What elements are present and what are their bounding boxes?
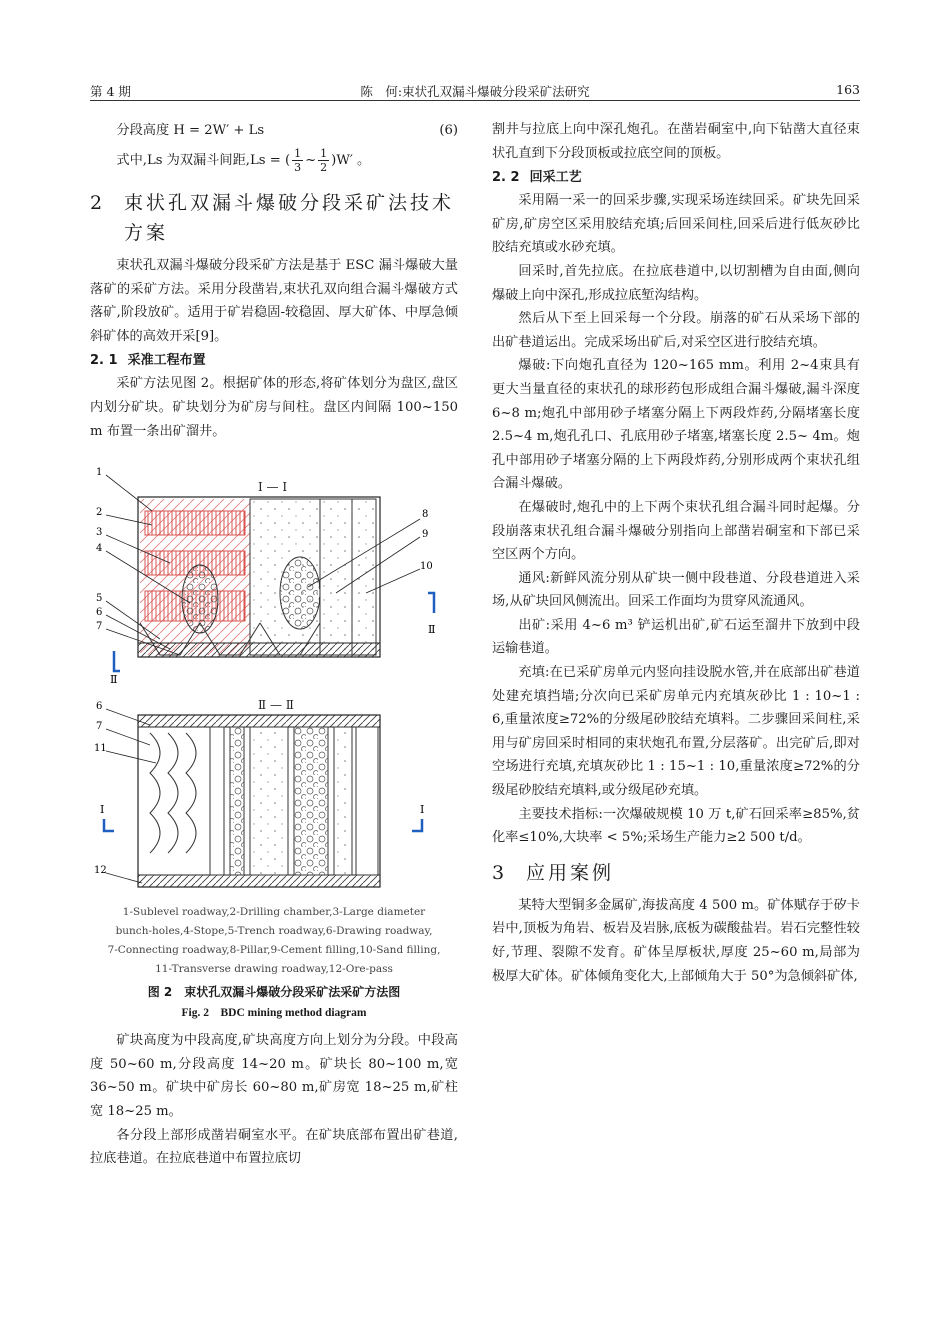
label-2: 2 [96, 507, 103, 519]
issue-number: 第 4 期 [90, 84, 131, 99]
ore-strip-bottom [294, 727, 328, 875]
legend-line-2: bunch-holes,4-Stope,5-Trench roadway,6-Drawing roadway, [115, 925, 433, 938]
equation-where [90, 144, 458, 178]
where-suffix: )W′ 。 [331, 153, 371, 168]
figure-caption-cn: 图 2 束状孔双漏斗爆破分段采矿法采矿方法图 [147, 985, 401, 1000]
drawing-roadway-top [138, 643, 380, 657]
right-paragraph-1: 采用隔一采一的回采步骤,实现采场连续回采。矿块先回采矿房,矿房空区采用胶结充填;后回采间柱,回采后进行低灰砂比胶结充填或水砂充填。 [492, 193, 860, 256]
page-header [90, 82, 860, 101]
right-paragraph-3: 然后从下至上回采每一个分段。崩落的矿石从采场下部的出矿巷道运出。完成采场出矿后,对采空区进行胶结充填。 [492, 311, 860, 350]
section-2-1-number: 2. 1 [90, 353, 118, 369]
legend-line-3: 7-Connecting roadway,8-Pillar,9-Cement filling,10-Sand filling, [107, 944, 441, 957]
ore-funnel-right [280, 557, 320, 629]
right-paragraph-10: 某特大型铜多金属矿,海拔高度 4 500 m。矿体赋存于矽卡岩中,顶板为角岩、板岩及岩脉,底板为碳酸盐岩。岩石完整性较好,节理、裂隙不发育。矿体呈厚板状,厚度 25~60 m,局部为极厚大矿体。矿体倾角变化大,上部倾角大于 50°为急倾斜矿体, [492, 897, 860, 984]
section-3-title: 应用案例 [526, 861, 615, 884]
label-7: 7 [96, 621, 103, 633]
leader-1 [106, 475, 152, 511]
section-2-2-title: 回采工艺 [529, 170, 582, 186]
drilling-chamber-upper [145, 511, 245, 535]
right-column [492, 118, 860, 988]
section-marker-I-left [104, 819, 114, 831]
section-2-paragraph: 束状孔双漏斗爆破分段采矿方法是基于 ESC 漏斗爆破大量落矿的采矿方法。采用分段凿岩,束状孔双向组合漏斗爆破方式落矿,阶段放矿。适用于矿岩稳固-较稳固、厚大矿体、中厚急倾斜矿体的高效开采[9]。 [90, 258, 458, 344]
label-7b: 7 [96, 721, 103, 733]
right-paragraph-8: 充填:在已采矿房单元内竖向挂设脱水管,并在底部出矿巷道处建充填挡墙;分次向已采矿房单元内充填灰砂比 1 : 10~1 : 6,重量浓度≥72%的分级尾砂胶结充填料。二步骤回采间柱,采用与矿房回采时相同的束状炮孔布置,分层落矿。出完矿后,即对空场进行充填,充填灰砂比 1 : 15~1 : 10,重量浓度≥72%的分级尾砂胶结充填料,或分级尾砂充填。 [492, 665, 860, 799]
ore-pass-roadway [138, 875, 380, 887]
leader-12 [106, 873, 142, 883]
page-number: 163 [836, 82, 860, 97]
figure-legend [90, 903, 458, 979]
right-paragraph-7: 出矿:采用 4~6 m³ 铲运机出矿,矿石运至溜井下放到中段运输巷道。 [492, 617, 860, 657]
right-paragraph-4: 爆破:下向炮孔直径为 120~165 mm。利用 2~4束具有更大当量直径的束状孔的球形药包形成组合漏斗爆破,漏斗深度 6~8 m;炮孔中部用砂子堵塞分隔上下两段炸药,分隔堵塞长度 2.5~4 m,炮孔孔口、孔底用砂子堵塞,堵塞长度 2.5~ 4m。炮孔中部用砂子堵塞分隔的上下两段炸药,分别形成两个束状孔组合漏斗爆破。 [492, 358, 860, 492]
label-6b: 6 [96, 701, 103, 713]
mining-method-diagram [90, 463, 458, 903]
section-2-2-heading [492, 167, 860, 189]
label-3: 3 [96, 527, 103, 539]
fraction-one-half: $\frac{1}{2}$ [320, 147, 328, 174]
section-marker-I-right [412, 819, 422, 831]
section-label-bottom: Ⅱ — Ⅱ [258, 698, 294, 713]
left-column [90, 118, 458, 1171]
section-2-2-number: 2. 2 [492, 170, 520, 186]
mark-I-left: Ⅰ [100, 803, 105, 817]
running-title: 陈 何:束状孔双漏斗爆破分段采矿法研究 [360, 84, 590, 99]
label-8: 8 [422, 509, 429, 521]
right-paragraph-5: 在爆破时,炮孔中的上下两个束状孔组合漏斗同时起爆。分段崩落束状孔组合漏斗爆破分别指向上部凿岩硐室和下部已采空区两个方向。 [492, 499, 860, 563]
section-label-top: Ⅰ — Ⅰ [258, 480, 288, 495]
cement-filling-bottom [250, 727, 288, 875]
left-after-figure-paragraph-1: 矿块高度为中段高度,矿块高度方向上划分为分段。中段高度 50~60 m,分段高度 14~20 m。矿块长 80~100 m,宽 36~50 m。矿块中矿房长 60~80 m,矿房宽 18~25 m,矿柱宽 18~25 m。 [90, 1033, 458, 1119]
section-2-1-title: 采准工程布置 [127, 353, 206, 369]
section-2-1-paragraph: 采矿方法见图 2。根据矿体的形态,将矿体划分为盘区,盘区内划分矿块。矿块划分为矿房与间柱。盘区内间隔 100~150 m 布置一条出矿溜井。 [90, 376, 458, 439]
drawing-roadway-bottom [138, 715, 380, 727]
mark-I-right: Ⅰ [420, 803, 425, 817]
label-9: 9 [422, 529, 429, 541]
tilde: ~ [305, 153, 317, 168]
where-prefix: 式中,Ls 为双漏斗间距,Ls = ( [116, 153, 291, 168]
figure-2 [90, 463, 458, 1023]
equation-6 [90, 118, 458, 144]
left-after-figure-paragraph-2: 各分段上部形成凿岩硐室水平。在矿块底部布置出矿巷道,拉底巷道。在拉底巷道中布置拉底切 [90, 1127, 458, 1167]
fraction-one-third: $\frac{1}{3}$ [294, 147, 302, 174]
section-marker-II-left [114, 651, 120, 671]
legend-line-1: 1-Sublevel roadway,2-Drilling chamber,3-Large diameter [122, 906, 426, 919]
section-2-heading [90, 188, 458, 248]
label-4: 4 [96, 543, 103, 555]
section-2-number: 2 [90, 192, 103, 214]
transverse-roadways [150, 733, 196, 853]
right-paragraph-9: 主要技术指标:一次爆破规模 10 万 t,矿石回采率≥85%,贫化率≤10%,大块率 < 5%;采场生产能力≥2 500 t/d。 [492, 806, 860, 846]
arc-row-3 [186, 733, 196, 853]
label-10: 10 [420, 561, 433, 573]
section-2-1-heading [90, 350, 458, 372]
leader-11 [106, 751, 156, 763]
label-11: 11 [94, 743, 107, 755]
label-6: 6 [96, 607, 103, 619]
mark-II-left: Ⅱ [110, 673, 118, 687]
mark-II-right: Ⅱ [428, 623, 436, 637]
leader-7b [106, 729, 150, 745]
arc-row-1 [150, 733, 160, 853]
section-3-heading [492, 858, 860, 888]
right-continued-paragraph: 割井与拉底上向中深孔炮孔。在凿岩硐室中,向下钻凿大直径束状孔直到下分段顶板或拉底空间的顶板。 [492, 122, 860, 161]
legend-line-4: 11-Transverse drawing roadway,12-Ore-pass [155, 963, 393, 976]
sand-filling-bottom-2 [356, 727, 378, 875]
right-paragraph-2: 回采时,首先拉底。在拉底巷道中,以切割槽为自由面,侧向爆破上向中深孔,形成拉底堑沟结构。 [492, 263, 860, 303]
pillar-strip-1 [210, 727, 224, 875]
sand-filling-bottom-1 [334, 727, 352, 875]
section-marker-II-right [428, 593, 434, 613]
section-2-title: 束状孔双漏斗爆破分段采矿法技术方案 [124, 192, 455, 244]
pillar-strip-2 [230, 727, 244, 875]
label-12: 12 [94, 865, 107, 877]
equation-text: 分段高度 H = 2W′ + Ls [116, 123, 265, 138]
section-3-number: 3 [492, 861, 505, 884]
right-paragraph-6: 通风:新鲜风流分别从矿块一侧中段巷道、分段巷道进入采场,从矿块回风侧流出。回采工作面均为贯穿风流通风。 [492, 570, 860, 610]
label-5: 5 [96, 593, 103, 605]
pillar-region [320, 499, 376, 655]
ore-funnel-left [182, 565, 218, 633]
figure-caption-en: Fig. 2 BDC mining method diagram [181, 1007, 367, 1020]
arc-row-2 [168, 733, 178, 853]
label-1: 1 [96, 467, 103, 479]
equation-number: (6) [439, 123, 458, 138]
